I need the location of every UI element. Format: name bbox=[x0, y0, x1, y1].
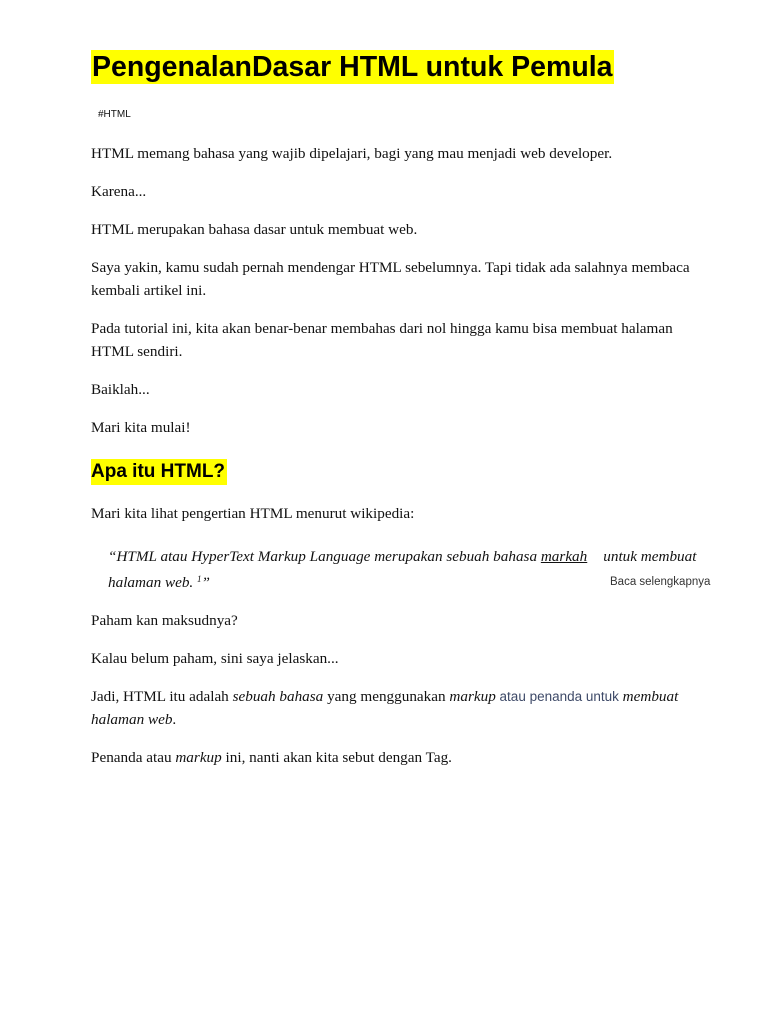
paragraph-after-quote-2: Kalau belum paham, sini saya jelaskan... bbox=[91, 650, 339, 667]
final-em: markup bbox=[175, 749, 222, 766]
quote-text-2: untuk membuat bbox=[603, 548, 697, 565]
explanation-em-2: marku bbox=[449, 688, 489, 705]
section-heading: Apa itu HTML? bbox=[91, 459, 227, 485]
explanation-em-1: sebuah bahasa bbox=[232, 688, 324, 705]
explanation-mid: yang menggunakan bbox=[323, 688, 450, 705]
paragraph-after-quote-1: Paham kan maksudnya? bbox=[91, 612, 238, 629]
explanation-em-2b: p bbox=[488, 688, 496, 705]
final-paragraph bbox=[91, 746, 701, 769]
paragraph-6: Baiklah... bbox=[91, 381, 150, 398]
quote-text-3: halaman web. bbox=[108, 574, 194, 591]
quote-footnote[interactable]: 1 bbox=[197, 574, 202, 584]
final-prefix: Penanda atau bbox=[91, 749, 176, 766]
section-intro: Mari kita lihat pengertian HTML menurut wikipedia: bbox=[91, 505, 415, 522]
paragraph-2: Karena... bbox=[91, 183, 147, 200]
explanation-suffix: . bbox=[172, 711, 177, 728]
paragraph-3: HTML merupakan bahasa dasar untuk membuat web. bbox=[91, 221, 418, 238]
explanation-prefix: Jadi, HTML itu adalah bbox=[91, 688, 233, 705]
quote-link-markah[interactable]: markah bbox=[540, 548, 588, 565]
paragraph-1: HTML memang bahasa yang wajib dipelajari, bagi yang mau menjadi web developer. bbox=[91, 145, 613, 162]
explanation-paragraph bbox=[91, 685, 701, 731]
final-suffix: ini, nanti akan kita sebut dengan Tag. bbox=[221, 749, 452, 766]
explanation-em-3: membuat bbox=[622, 688, 679, 705]
quote-text-1: “HTML atau HyperText Markup Language merupakan sebuah bahasa bbox=[108, 548, 541, 565]
quote-closing: ” bbox=[201, 574, 210, 591]
tag-label[interactable]: #HTML bbox=[98, 109, 131, 120]
read-more-link[interactable]: Baca selengkapnya bbox=[610, 576, 711, 588]
paragraph-4: Saya yakin, kamu sudah pernah mendengar HTML sebelumnya. Tapi tidak ada salahnya membaca kembali artikel ini. bbox=[91, 259, 690, 299]
article-title: PengenalanDasar HTML untuk Pemula bbox=[92, 51, 613, 83]
explanation-em-4: halaman web bbox=[91, 711, 173, 728]
explanation-link-text[interactable]: atau penanda untuk bbox=[495, 689, 623, 704]
paragraph-7: Mari kita mulai! bbox=[91, 419, 191, 436]
paragraph-5: Pada tutorial ini, kita akan benar-benar membahas dari nol hingga kamu bisa membuat halaman HTML sendiri. bbox=[91, 320, 673, 360]
